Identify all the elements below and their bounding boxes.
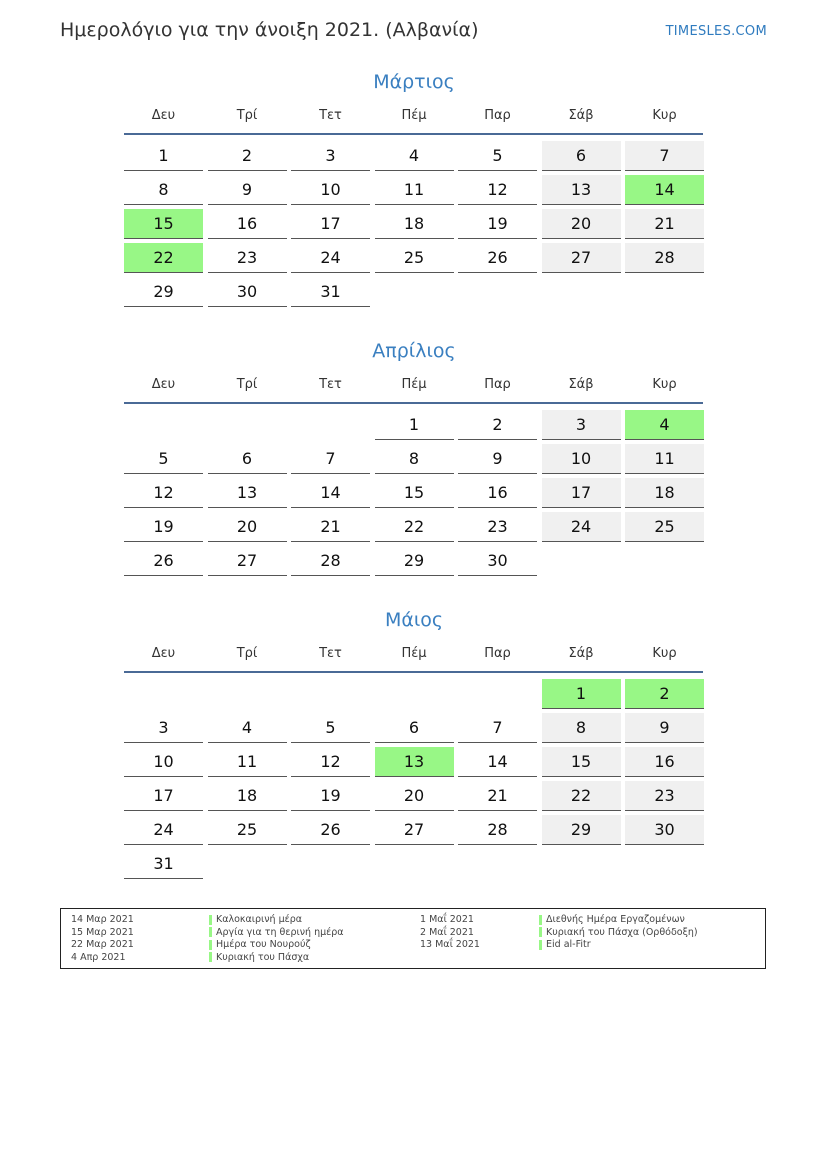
day-cell: 17 <box>124 781 203 811</box>
legend-holiday <box>209 939 344 952</box>
day-cell: 10 <box>291 175 370 205</box>
day-cell: 3 <box>542 410 621 440</box>
holiday-legend <box>60 908 766 969</box>
day-cell: 24 <box>542 512 621 542</box>
empty-cell <box>375 679 454 709</box>
legend-date: 14 Μαρ 2021 <box>71 914 134 925</box>
day-cell: 29 <box>124 277 203 307</box>
holiday-day-cell: 1 <box>542 679 621 709</box>
weekday-label: Κυρ <box>652 646 677 661</box>
day-cell: 8 <box>375 444 454 474</box>
day-cell: 25 <box>208 815 287 845</box>
header-divider <box>124 402 703 404</box>
day-cell: 5 <box>124 444 203 474</box>
day-cell: 28 <box>625 243 704 273</box>
day-cell: 24 <box>291 243 370 273</box>
day-cell: 12 <box>124 478 203 508</box>
legend-holiday <box>539 939 698 952</box>
day-cell: 15 <box>375 478 454 508</box>
empty-cell <box>208 410 287 440</box>
weekday-label: Πέμ <box>401 646 427 661</box>
day-cell: 25 <box>625 512 704 542</box>
empty-cell <box>124 410 203 440</box>
day-grid <box>124 410 704 576</box>
day-cell: 21 <box>291 512 370 542</box>
empty-cell <box>458 679 537 709</box>
day-cell: 19 <box>124 512 203 542</box>
day-cell: 28 <box>458 815 537 845</box>
site-logo[interactable]: TIMESLES.COM <box>665 24 767 39</box>
day-cell: 26 <box>458 243 537 273</box>
day-cell: 21 <box>625 209 704 239</box>
day-cell: 2 <box>208 141 287 171</box>
day-cell: 13 <box>208 478 287 508</box>
day-cell: 27 <box>208 546 287 576</box>
day-cell: 20 <box>375 781 454 811</box>
day-cell: 15 <box>542 747 621 777</box>
day-cell: 31 <box>124 849 203 879</box>
month-title: Μάρτιος <box>373 71 455 93</box>
legend-date: 15 Μαρ 2021 <box>71 926 134 938</box>
day-cell: 3 <box>291 141 370 171</box>
day-cell: 22 <box>542 781 621 811</box>
legend-holiday-name: Αργία για τη θερινή ημέρα <box>216 926 344 938</box>
legend-date: 22 Μαρ 2021 <box>71 939 134 951</box>
holiday-color-marker <box>539 927 542 937</box>
day-cell: 6 <box>208 444 287 474</box>
holiday-color-marker <box>209 927 212 937</box>
day-cell: 10 <box>124 747 203 777</box>
day-cell: 31 <box>291 277 370 307</box>
legend-date: 13 Μαΐ 2021 <box>420 939 480 951</box>
day-cell: 23 <box>208 243 287 273</box>
day-cell: 11 <box>625 444 704 474</box>
header-divider <box>124 133 703 135</box>
day-grid <box>124 679 704 879</box>
weekday-label: Παρ <box>484 108 511 123</box>
legend-holiday <box>539 927 698 940</box>
day-cell: 11 <box>375 175 454 205</box>
day-cell: 18 <box>625 478 704 508</box>
weekday-label: Τετ <box>319 377 342 392</box>
day-cell: 16 <box>458 478 537 508</box>
day-cell: 1 <box>375 410 454 440</box>
weekday-label: Παρ <box>484 377 511 392</box>
day-cell: 28 <box>291 546 370 576</box>
day-grid <box>124 141 704 307</box>
day-cell: 26 <box>291 815 370 845</box>
day-cell: 3 <box>124 713 203 743</box>
day-cell: 11 <box>208 747 287 777</box>
legend-holiday-name: Διεθνής Ημέρα Εργαζομένων <box>546 914 685 925</box>
day-cell: 19 <box>291 781 370 811</box>
weekday-label: Τετ <box>319 108 342 123</box>
legend-names-left <box>209 914 344 964</box>
empty-cell <box>208 679 287 709</box>
weekday-label: Πέμ <box>401 377 427 392</box>
day-cell: 9 <box>625 713 704 743</box>
legend-holiday-name: Eid al-Fitr <box>546 939 591 951</box>
day-cell: 14 <box>291 478 370 508</box>
holiday-day-cell: 2 <box>625 679 704 709</box>
day-cell: 20 <box>208 512 287 542</box>
empty-cell <box>291 410 370 440</box>
day-cell: 27 <box>542 243 621 273</box>
legend-holiday-name: Κυριακή του Πάσχα (Ορθόδοξη) <box>546 926 698 938</box>
holiday-color-marker <box>209 952 212 962</box>
holiday-day-cell: 15 <box>124 209 203 239</box>
legend-date: 4 Απρ 2021 <box>71 951 126 963</box>
weekday-label: Πέμ <box>401 108 427 123</box>
holiday-color-marker <box>539 940 542 950</box>
weekday-label: Δευ <box>151 646 176 661</box>
day-cell: 17 <box>542 478 621 508</box>
weekday-header <box>124 374 704 396</box>
day-cell: 18 <box>208 781 287 811</box>
day-cell: 20 <box>542 209 621 239</box>
legend-dates-right <box>420 914 480 952</box>
day-cell: 16 <box>208 209 287 239</box>
day-cell: 29 <box>542 815 621 845</box>
day-cell: 13 <box>542 175 621 205</box>
legend-dates-left <box>71 914 134 964</box>
legend-holiday <box>209 914 344 927</box>
day-cell: 4 <box>208 713 287 743</box>
day-cell: 5 <box>291 713 370 743</box>
weekday-label: Σάβ <box>568 108 594 123</box>
day-cell: 5 <box>458 141 537 171</box>
day-cell: 10 <box>542 444 621 474</box>
day-cell: 4 <box>375 141 454 171</box>
legend-holiday <box>209 952 344 965</box>
month-title: Απρίλιος <box>372 340 456 362</box>
day-cell: 12 <box>458 175 537 205</box>
holiday-color-marker <box>539 915 542 925</box>
weekday-label: Τρί <box>236 108 258 123</box>
month-title: Μάιος <box>384 609 444 631</box>
weekday-label: Κυρ <box>652 108 677 123</box>
day-cell: 25 <box>375 243 454 273</box>
day-cell: 16 <box>625 747 704 777</box>
day-cell: 30 <box>458 546 537 576</box>
day-cell: 8 <box>542 713 621 743</box>
holiday-day-cell: 14 <box>625 175 704 205</box>
legend-holiday <box>209 927 344 940</box>
day-cell: 1 <box>124 141 203 171</box>
holiday-day-cell: 4 <box>625 410 704 440</box>
empty-cell <box>124 679 203 709</box>
day-cell: 14 <box>458 747 537 777</box>
day-cell: 23 <box>458 512 537 542</box>
day-cell: 19 <box>458 209 537 239</box>
day-cell: 6 <box>542 141 621 171</box>
holiday-color-marker <box>209 940 212 950</box>
day-cell: 21 <box>458 781 537 811</box>
weekday-header <box>124 105 704 127</box>
month-calendar-march <box>124 68 704 307</box>
day-cell: 17 <box>291 209 370 239</box>
legend-holiday <box>539 914 698 927</box>
day-cell: 6 <box>375 713 454 743</box>
day-cell: 27 <box>375 815 454 845</box>
month-calendar-may <box>124 606 704 879</box>
day-cell: 7 <box>458 713 537 743</box>
weekday-label: Σάβ <box>568 377 594 392</box>
legend-date: 2 Μαΐ 2021 <box>420 926 474 938</box>
day-cell: 9 <box>208 175 287 205</box>
day-cell: 24 <box>124 815 203 845</box>
weekday-label: Τρί <box>236 377 258 392</box>
day-cell: 12 <box>291 747 370 777</box>
weekday-label: Κυρ <box>652 377 677 392</box>
weekday-label: Σάβ <box>568 646 594 661</box>
page-title: Ημερολόγιο για την άνοιξη 2021. (Αλβανία) <box>60 19 479 41</box>
month-calendar-april <box>124 337 704 576</box>
holiday-day-cell: 13 <box>375 747 454 777</box>
day-cell: 7 <box>291 444 370 474</box>
day-cell: 26 <box>124 546 203 576</box>
header-divider <box>124 671 703 673</box>
day-cell: 18 <box>375 209 454 239</box>
weekday-label: Δευ <box>151 377 176 392</box>
day-cell: 22 <box>375 512 454 542</box>
legend-holiday-name: Κυριακή του Πάσχα <box>216 951 310 963</box>
weekday-label: Παρ <box>484 646 511 661</box>
weekday-label: Τρί <box>236 646 258 661</box>
day-cell: 23 <box>625 781 704 811</box>
holiday-day-cell: 22 <box>124 243 203 273</box>
legend-holiday-name: Ημέρα του Νουρούζ <box>216 939 311 951</box>
day-cell: 7 <box>625 141 704 171</box>
legend-names-right <box>539 914 698 952</box>
weekday-header <box>124 643 704 665</box>
holiday-color-marker <box>209 915 212 925</box>
legend-holiday-name: Καλοκαιρινή μέρα <box>216 914 303 925</box>
day-cell: 29 <box>375 546 454 576</box>
day-cell: 30 <box>625 815 704 845</box>
weekday-label: Δευ <box>151 108 176 123</box>
weekday-label: Τετ <box>319 646 342 661</box>
legend-date: 1 Μαΐ 2021 <box>420 914 474 925</box>
day-cell: 2 <box>458 410 537 440</box>
day-cell: 30 <box>208 277 287 307</box>
empty-cell <box>291 679 370 709</box>
day-cell: 9 <box>458 444 537 474</box>
day-cell: 8 <box>124 175 203 205</box>
